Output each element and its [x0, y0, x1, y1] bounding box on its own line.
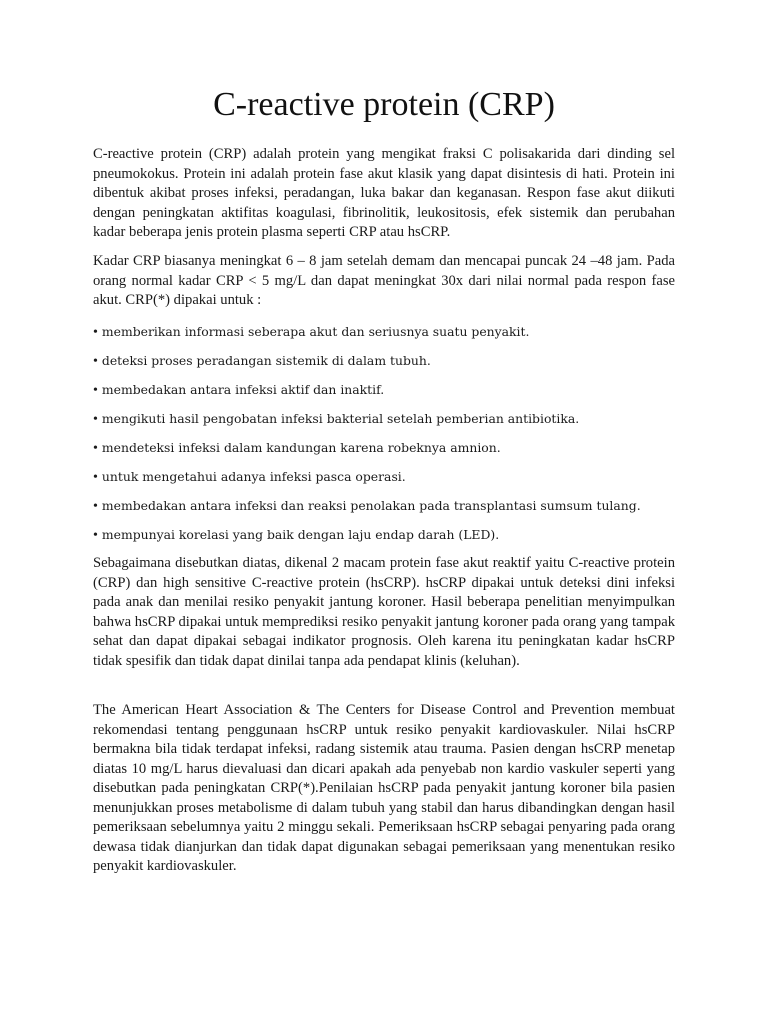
bullet-icon: •: [93, 499, 98, 514]
list-item-text: untuk mengetahui adanya infeksi pasca operasi.: [101, 469, 406, 484]
list-item-text: mendeteksi infeksi dalam kandungan karena robeknya amnion.: [101, 440, 501, 455]
list-item-text: mengikuti hasil pengobatan infeksi bakterial setelah pemberian antibiotika.: [101, 411, 580, 426]
list-item: [93, 409, 693, 438]
list-item: [93, 380, 693, 409]
list-item-text: deteksi proses peradangan sistemik di dalam tubuh.: [101, 353, 431, 368]
list-item: [93, 496, 693, 525]
paragraph-crp-levels: Kadar CRP biasanya meningkat 6 – 8 jam setelah demam dan mencapai puncak 24 –48 jam. Pada orang normal kadar CRP < 5 mg/L dan dapat meningkat 30x dari nilai normal pada respon fase akut. CRP(*) dipakai untuk :: [93, 253, 675, 308]
bullet-icon: •: [93, 528, 98, 543]
bullet-icon: •: [93, 354, 98, 369]
bullet-icon: •: [93, 441, 98, 456]
paragraph-aha-cdc: The American Heart Association & The Centers for Disease Control and Prevention membuat rekomendasi tentang penggunaan hsCRP untuk resiko penyakit kardiovaskuler. Nilai hsCRP bermakna bila tidak terdapat infeksi, radang sistemik atau trauma. Pasien dengan hsCRP menetap diatas 10 mg/L harus dievaluasi dan dicari apakah ada penyebab non kardio vaskuler seperti yang disebutkan pada peningkatan CRP(*).Penilaian hsCRP pada penyakit jantung koroner bila pasien menunjukkan proses metabolisme di dalam tubuh yang stabil dan harus dibandingkan dengan hasil pemeriksaan sebelumnya yaitu 2 minggu sekali. Pemeriksaan hsCRP sebagai penyaring pada orang dewasa tidak dianjurkan dan tidak dapat digunakan sebagai pemeriksaan yang menentukan resiko penyakit kardiovaskuler.: [93, 702, 675, 874]
list-item-text: mempunyai korelasi yang baik dengan laju endap darah (LED).: [101, 527, 500, 542]
page-title: C-reactive protein (CRP): [213, 86, 555, 123]
list-item: [93, 438, 693, 467]
bullet-icon: •: [93, 412, 98, 427]
list-item: [93, 467, 693, 496]
list-item: [93, 525, 693, 554]
bullet-icon: •: [93, 325, 98, 340]
list-item-text: memberikan informasi seberapa akut dan seriusnya suatu penyakit.: [101, 324, 530, 339]
paragraph-hscrp: Sebagaimana disebutkan diatas, dikenal 2 macam protein fase akut reaktif yaitu C-reactive protein (CRP) dan high sensitive C-reactive protein (hsCRP). hsCRP dipakai untuk deteksi dini infeksi pada anak dan menilai resiko penyakit jantung koroner. Hasil beberapa penelitian menyimpulkan bahwa hsCRP dipakai untuk memprediksi resiko penyakit jantung koroner pada orang yang tampak sehat dan dapat dipakai sebagai indikator prognosis. Oleh karena itu peningkatan kadar hsCRP tidak spesifik dan tidak dapat dinilai tanpa ada pendapat klinis (keluhan).: [93, 555, 675, 669]
list-item-text: membedakan antara infeksi dan reaksi penolakan pada transplantasi sumsum tulang.: [101, 498, 641, 513]
bullet-icon: •: [93, 470, 98, 485]
list-item: [93, 351, 693, 380]
crp-uses-list: [93, 322, 693, 554]
paragraph-intro: C-reactive protein (CRP) adalah protein yang mengikat fraksi C polisakarida dari dinding sel pneumokokus. Protein ini adalah protein fase akut klasik yang dapat disintesis di hati. Protein ini dibentuk akibat proses infeksi, peradangan, luka bakar dan keganasan. Respon fase akut diikuti dengan peningkatan aktifitas koagulasi, fibrinolitik, leukositosis, efek sistemik dan perubahan kadar beberapa jenis protein plasma seperti CRP atau hsCRP.: [93, 146, 675, 240]
list-item: [93, 322, 693, 351]
list-item-text: membedakan antara infeksi aktif dan inaktif.: [101, 382, 385, 397]
bullet-icon: •: [93, 383, 98, 398]
